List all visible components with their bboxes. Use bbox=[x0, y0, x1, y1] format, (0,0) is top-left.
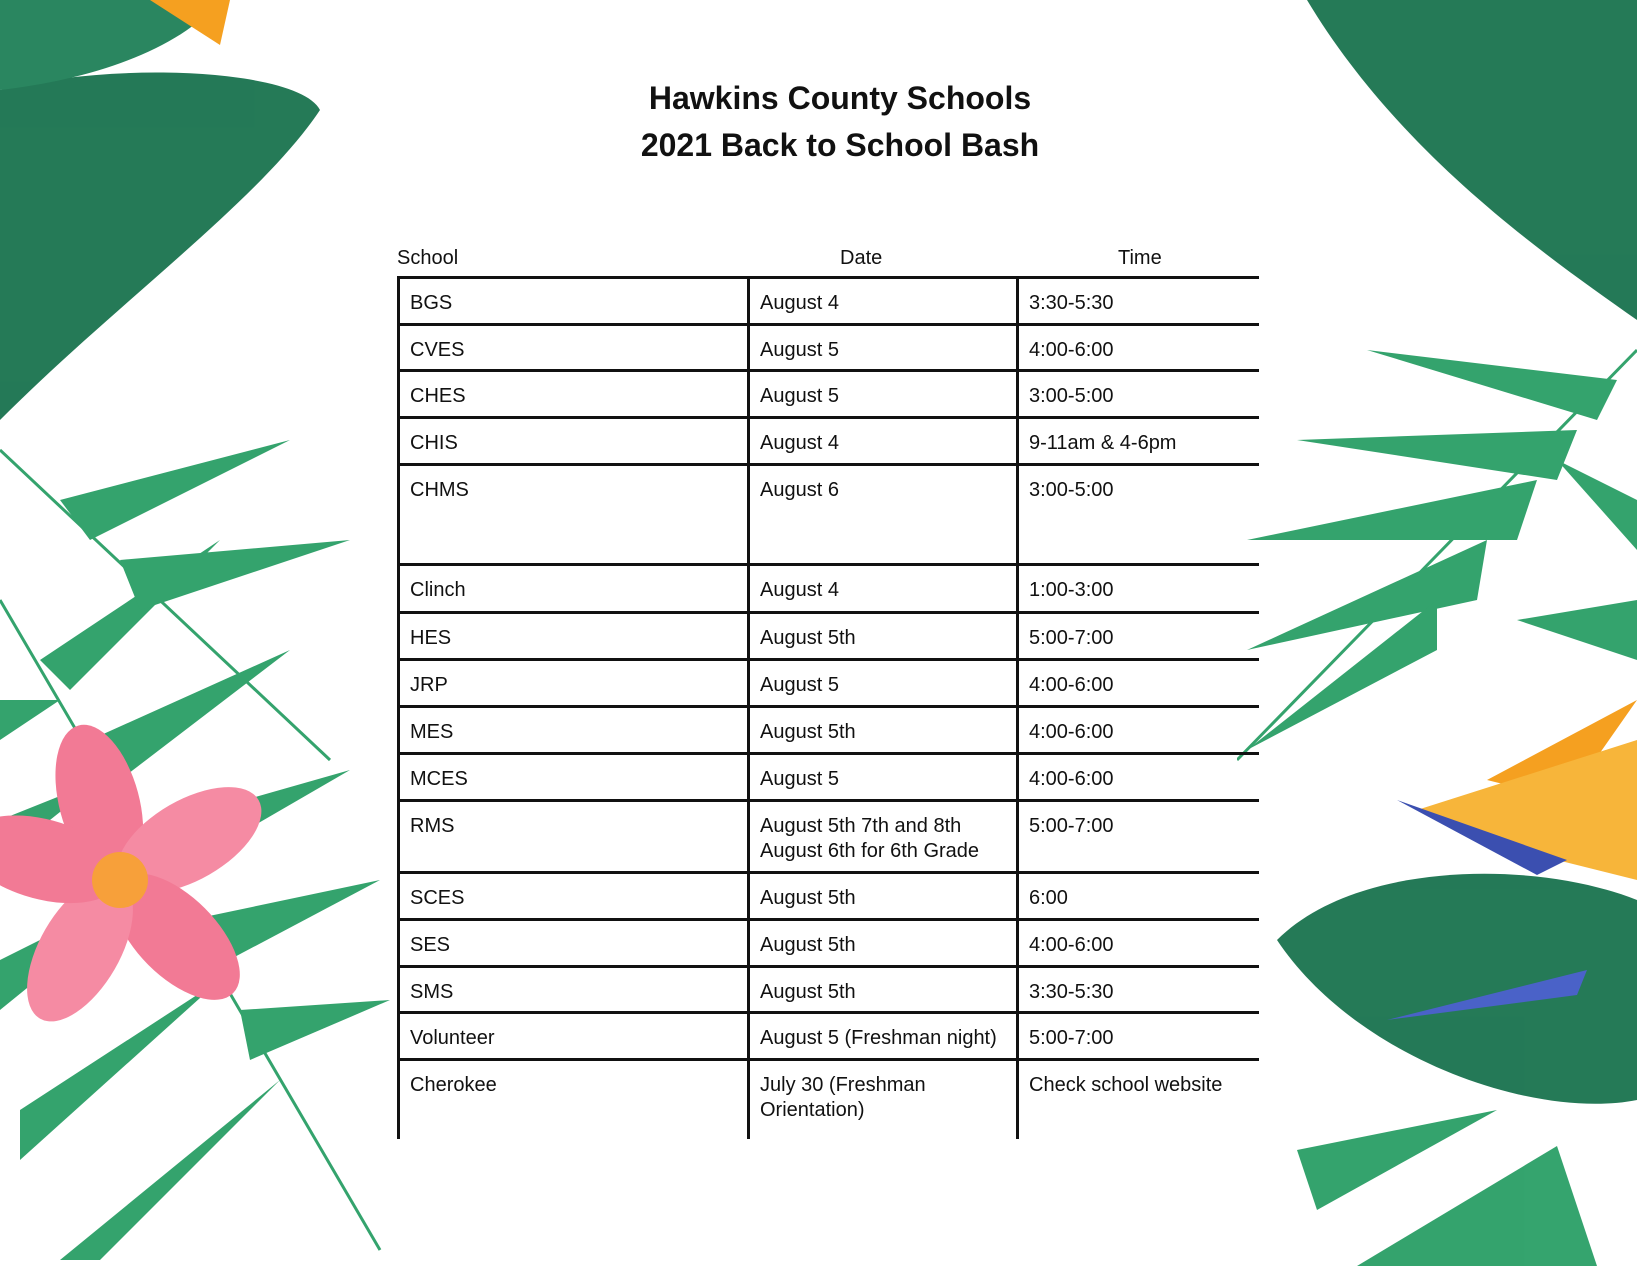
cell-school: CHIS bbox=[399, 418, 749, 465]
table-row bbox=[399, 801, 1260, 873]
cell-school: Clinch bbox=[399, 565, 749, 613]
schedule-table bbox=[397, 276, 1259, 1139]
cell-date: August 5 bbox=[749, 371, 1018, 418]
cell-date: July 30 (Freshman Orientation) bbox=[749, 1060, 1018, 1139]
cell-school: HES bbox=[399, 613, 749, 660]
column-header-time: Time bbox=[1118, 247, 1162, 269]
cell-date: August 6 bbox=[749, 465, 1018, 565]
cell-school: MES bbox=[399, 707, 749, 754]
cell-time: 3:30-5:30 bbox=[1018, 278, 1260, 325]
cell-date: August 5 bbox=[749, 754, 1018, 801]
cell-date: August 5 bbox=[749, 325, 1018, 371]
cell-date: August 5th bbox=[749, 613, 1018, 660]
table-row bbox=[399, 1060, 1260, 1139]
cell-time: 3:30-5:30 bbox=[1018, 967, 1260, 1013]
page-title: Hawkins County Schools bbox=[648, 80, 1032, 116]
cell-date: August 5th 7th and 8th August 6th for 6th Grade bbox=[749, 801, 1018, 873]
table-row bbox=[399, 418, 1260, 465]
cell-time: Check school website bbox=[1018, 1060, 1260, 1139]
cell-date: August 5th bbox=[749, 873, 1018, 920]
cell-date: August 5 (Freshman night) bbox=[749, 1013, 1018, 1060]
cell-time: 3:00-5:00 bbox=[1018, 465, 1260, 565]
cell-school: Cherokee bbox=[399, 1060, 749, 1139]
cell-date: August 4 bbox=[749, 565, 1018, 613]
cell-time: 4:00-6:00 bbox=[1018, 754, 1260, 801]
tropical-leaves-right-decoration bbox=[1237, 0, 1637, 1266]
cell-time: 1:00-3:00 bbox=[1018, 565, 1260, 613]
cell-school: SMS bbox=[399, 967, 749, 1013]
page-subtitle: 2021 Back to School Bash bbox=[640, 127, 1040, 163]
table-row bbox=[399, 873, 1260, 920]
table-row bbox=[399, 465, 1260, 565]
cell-date: August 4 bbox=[749, 418, 1018, 465]
tropical-leaves-left-decoration bbox=[0, 0, 400, 1266]
cell-school: CHMS bbox=[399, 465, 749, 565]
table-row bbox=[399, 325, 1260, 371]
table-row bbox=[399, 1013, 1260, 1060]
cell-time: 9-11am & 4-6pm bbox=[1018, 418, 1260, 465]
cell-school: MCES bbox=[399, 754, 749, 801]
cell-school: RMS bbox=[399, 801, 749, 873]
cell-date: August 5th bbox=[749, 967, 1018, 1013]
cell-school: SCES bbox=[399, 873, 749, 920]
column-header-school: School bbox=[397, 247, 459, 269]
cell-school: SES bbox=[399, 920, 749, 967]
cell-date: August 5th bbox=[749, 920, 1018, 967]
cell-school: BGS bbox=[399, 278, 749, 325]
cell-school: CHES bbox=[399, 371, 749, 418]
cell-time: 5:00-7:00 bbox=[1018, 1013, 1260, 1060]
table-row bbox=[399, 967, 1260, 1013]
cell-school: Volunteer bbox=[399, 1013, 749, 1060]
table-row bbox=[399, 278, 1260, 325]
table-row bbox=[399, 371, 1260, 418]
cell-time: 4:00-6:00 bbox=[1018, 920, 1260, 967]
table-row bbox=[399, 707, 1260, 754]
table-row bbox=[399, 660, 1260, 707]
table-row bbox=[399, 565, 1260, 613]
cell-date: August 5 bbox=[749, 660, 1018, 707]
cell-time: 4:00-6:00 bbox=[1018, 707, 1260, 754]
cell-school: JRP bbox=[399, 660, 749, 707]
cell-time: 6:00 bbox=[1018, 873, 1260, 920]
cell-date: August 4 bbox=[749, 278, 1018, 325]
cell-time: 4:00-6:00 bbox=[1018, 660, 1260, 707]
cell-date: August 5th bbox=[749, 707, 1018, 754]
table-row bbox=[399, 920, 1260, 967]
cell-school: CVES bbox=[399, 325, 749, 371]
table-row bbox=[399, 613, 1260, 660]
cell-time: 3:00-5:00 bbox=[1018, 371, 1260, 418]
cell-time: 5:00-7:00 bbox=[1018, 613, 1260, 660]
column-header-date: Date bbox=[840, 247, 883, 269]
table-row bbox=[399, 754, 1260, 801]
cell-time: 4:00-6:00 bbox=[1018, 325, 1260, 371]
cell-time: 5:00-7:00 bbox=[1018, 801, 1260, 873]
